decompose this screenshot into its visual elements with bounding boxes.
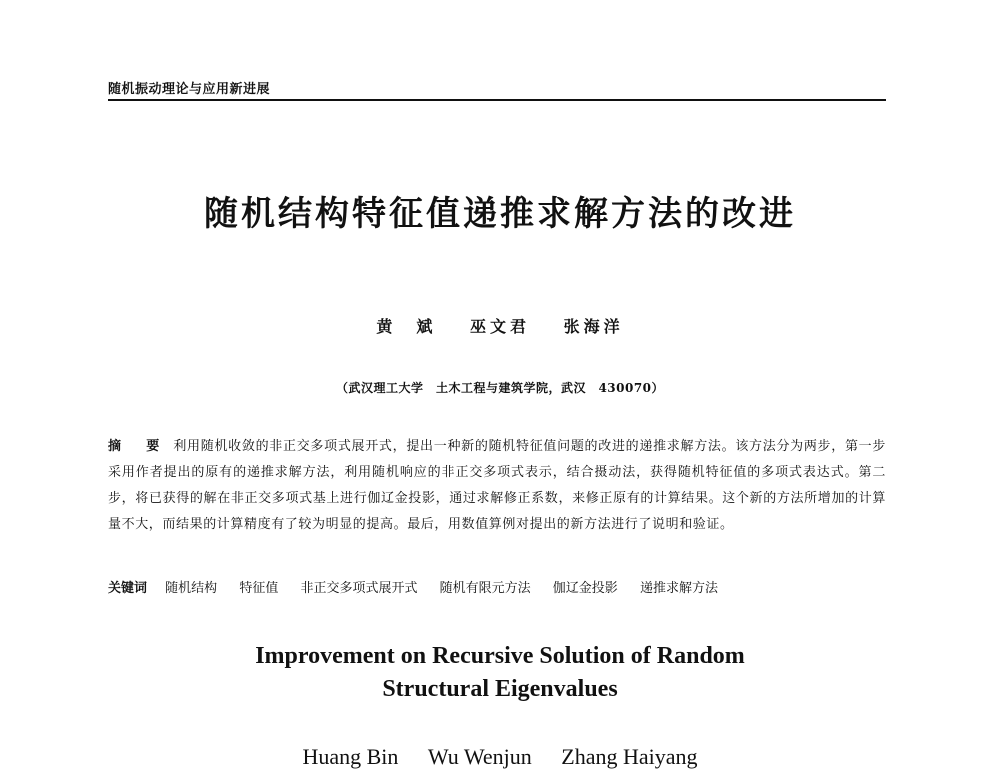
author-cn-3: 张海洋 <box>563 317 624 336</box>
keyword-item: 随机有限元方法 <box>439 581 531 596</box>
keyword-item: 递推求解方法 <box>639 581 718 596</box>
paper-title-en-line2: Structural Eigenvalues <box>382 676 618 702</box>
author-en-1: Huang Bin <box>302 744 399 769</box>
keyword-item: 特征值 <box>239 581 279 596</box>
abstract-block <box>108 434 886 538</box>
affiliation-cn: （武汉理工大学 土木工程与建筑学院，武汉 430070） <box>335 381 665 395</box>
paper-title-en <box>0 640 1000 706</box>
authors-en <box>0 743 1000 771</box>
author-en-3: Zhang Haiyang <box>561 744 698 769</box>
keyword-item: 非正交多项式展开式 <box>300 581 418 596</box>
keywords-label: 关键词 <box>108 581 148 596</box>
keyword-item: 随机结构 <box>165 581 218 596</box>
abstract-text: 利用随机收敛的非正交多项式展开式，提出一种新的随机特征值问题的改进的递推求解方法。该方法分为两步，第一步采用作者提出的原有的递推求解方法，利用随机响应的非正交多项式表示，结合摄动法，获得随机特征值的多项式表达式。第二步，将已获得的解在非正交多项式基上进行伽辽金投影，通过求解修正系数，来修正原有的计算结果。这个新的方法所增加的计算量不大，而结果的计算精度有了较为明显的提高。最后，用数值算例对提出的新方法进行了说明和验证。 <box>108 439 886 532</box>
keywords-block <box>108 579 886 599</box>
authors-cn <box>0 314 1000 337</box>
header-rule <box>108 99 886 101</box>
author-cn-2: 巫文君 <box>469 317 530 336</box>
running-head: 随机振动理论与应用新进展 <box>108 82 271 97</box>
abstract-label: 摘 要 <box>108 439 166 454</box>
keyword-item: 伽辽金投影 <box>552 581 618 596</box>
author-cn-1: 黄 斌 <box>376 317 437 336</box>
author-en-2: Wu Wenjun <box>427 744 532 769</box>
paper-title-cn: 随机结构特征值递推求解方法的改进 <box>204 194 796 234</box>
paper-title-en-line1: Improvement on Recursive Solution of Random <box>255 643 745 669</box>
